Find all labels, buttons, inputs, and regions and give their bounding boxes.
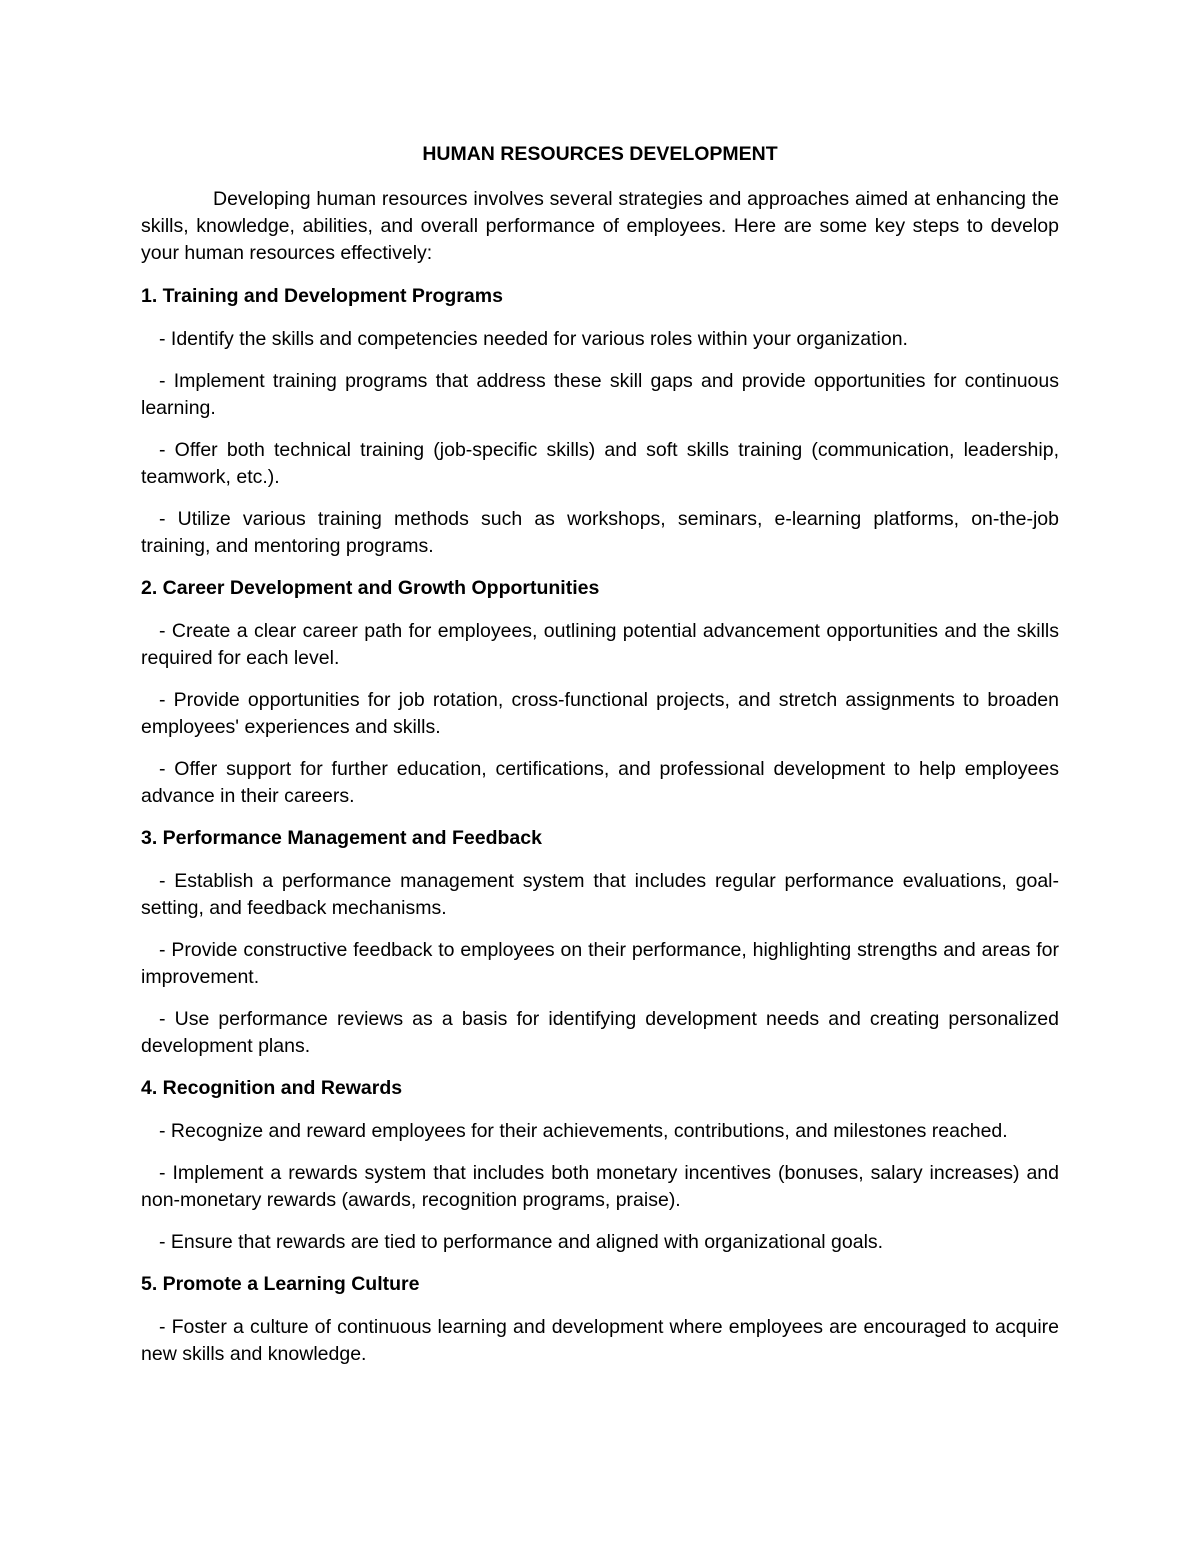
section-item: - Create a clear career path for employees, outlining potential advancement opportunities and the skills required for each level. [141,620,1059,669]
section-item: - Recognize and reward employees for their achievements, contributions, and milestones reached. [159,1120,1008,1142]
section-item: - Identify the skills and competencies needed for various roles within your organization. [159,328,908,350]
section-1 [141,283,1059,560]
section-item: - Utilize various training methods such as workshops, seminars, e-learning platforms, on-the-job training, and mentoring programs. [141,508,1059,557]
section-item: - Establish a performance management system that includes regular performance evaluations, goal-setting, and feedback mechanisms. [141,870,1059,919]
section-item: - Use performance reviews as a basis for identifying development needs and creating personalized development plans. [141,1008,1059,1057]
section-item: - Offer support for further education, certifications, and professional development to help employees advance in their careers. [141,758,1059,807]
section-item: - Ensure that rewards are tied to performance and aligned with organizational goals. [159,1231,884,1253]
section-item: - Provide constructive feedback to employees on their performance, highlighting strengths and areas for improvement. [141,939,1059,988]
section-heading: 3. Performance Management and Feedback [141,827,542,849]
section-item: - Foster a culture of continuous learning and development where employees are encouraged to acquire new skills and knowledge. [141,1316,1059,1365]
section-heading: 4. Recognition and Rewards [141,1077,403,1099]
document-page [141,141,1059,1383]
section-item: - Offer both technical training (job-specific skills) and soft skills training (communication, leadership, teamwork, etc.). [141,439,1059,488]
section-heading: 1. Training and Development Programs [141,285,503,307]
section-item: - Provide opportunities for job rotation, cross-functional projects, and stretch assignments to broaden employees' experiences and skills. [141,689,1059,738]
section-item: - Implement training programs that address these skill gaps and provide opportunities for continuous learning. [141,370,1059,419]
section-heading: 2. Career Development and Growth Opportunities [141,577,600,599]
section-2 [141,575,1059,810]
section-heading: 5. Promote a Learning Culture [141,1273,420,1295]
document-title: HUMAN RESOURCES DEVELOPMENT [422,143,778,165]
section-3 [141,825,1059,1060]
section-item: - Implement a rewards system that includes both monetary incentives (bonuses, salary increases) and non-monetary rewards (awards, recognition programs, praise). [141,1162,1059,1211]
section-5 [141,1271,1059,1368]
section-4 [141,1075,1059,1256]
intro-paragraph: Developing human resources involves several strategies and approaches aimed at enhancing the skills, knowledge, abilities, and overall performance of employees. Here are some key steps to develop your human resources effectively: [141,188,1059,264]
